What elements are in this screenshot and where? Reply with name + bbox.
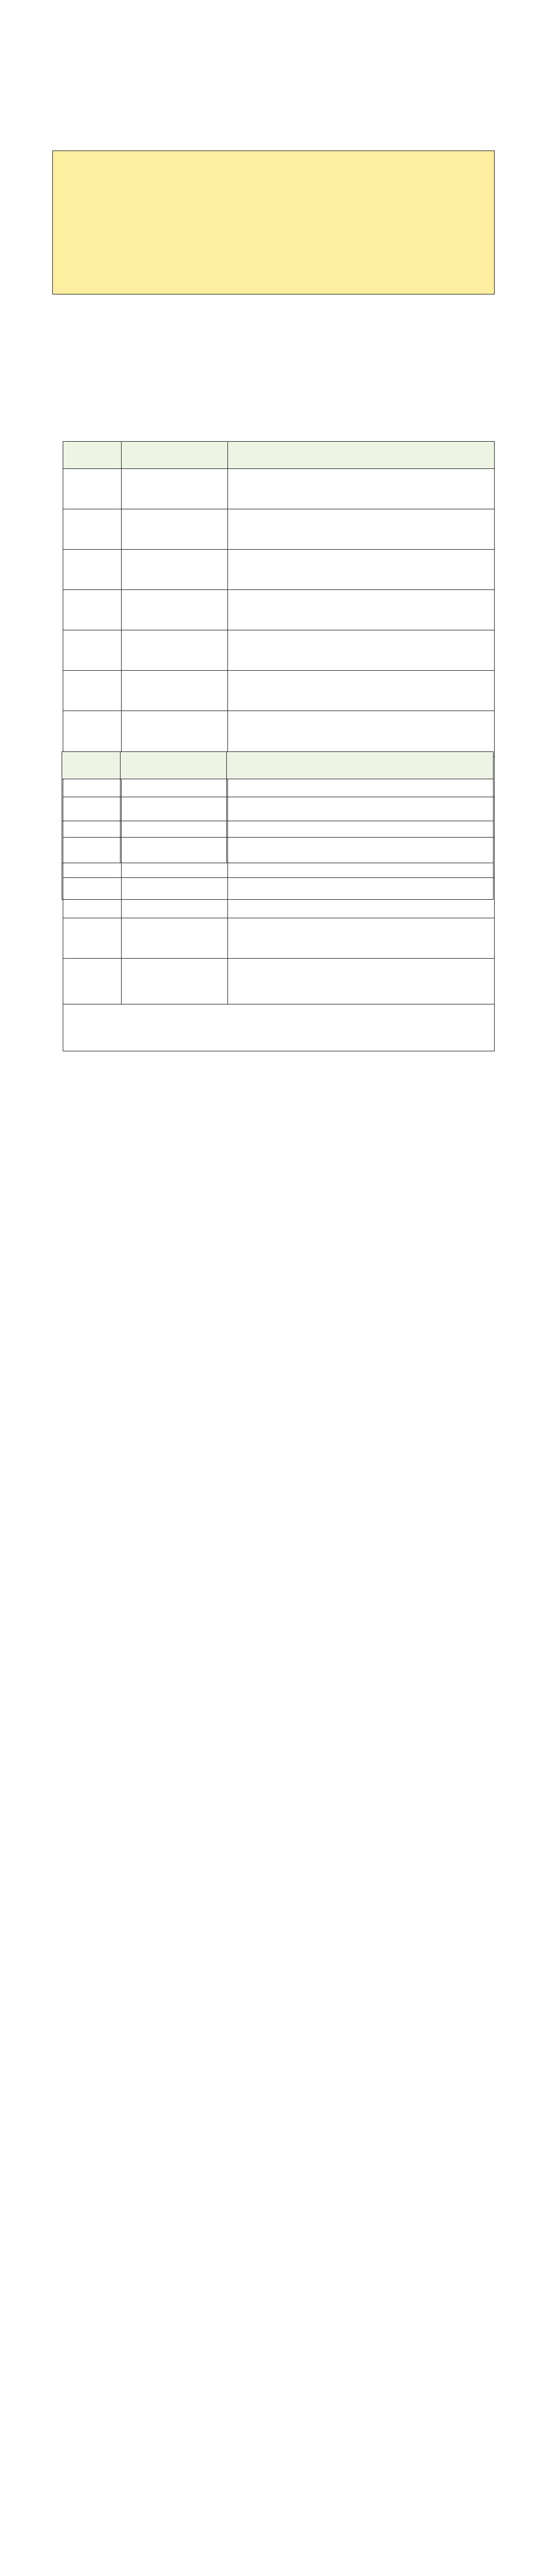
table-row: [62, 779, 494, 821]
cell-name: [122, 959, 228, 1004]
table-row: [63, 671, 495, 711]
table-row: [63, 711, 495, 757]
table-row: [63, 469, 495, 509]
cell-name: [121, 779, 227, 821]
cell-project: [228, 671, 495, 711]
col-header-project: [228, 442, 495, 469]
cell-project: [228, 630, 495, 671]
cell-id: [63, 509, 122, 550]
table-row: [63, 509, 495, 550]
cell-id: [63, 590, 122, 630]
table-row: [63, 959, 495, 1004]
table-row: [63, 590, 495, 630]
cell-name: [121, 821, 227, 863]
total-count: [63, 1004, 495, 1051]
table-total-row: [62, 863, 494, 900]
table-expansion-passers: [62, 751, 494, 900]
cell-id: [63, 959, 122, 1004]
cell-name: [122, 630, 228, 671]
table-row: [63, 630, 495, 671]
cell-project: [228, 959, 495, 1004]
cell-project: [228, 509, 495, 550]
table-header-row: [63, 442, 495, 469]
cell-id: [63, 711, 122, 757]
cell-project: [228, 711, 495, 757]
cell-name: [122, 711, 228, 757]
cell-id: [63, 630, 122, 671]
cell-id: [62, 821, 121, 863]
cell-id: [62, 779, 121, 821]
cell-project: [227, 779, 494, 821]
cell-project: [228, 918, 495, 959]
table-new-creation-passers: [63, 441, 495, 1051]
cell-id: [63, 918, 122, 959]
cell-project: [228, 469, 495, 509]
cell-name: [122, 918, 228, 959]
total-count: [62, 863, 494, 900]
cell-project: [228, 590, 495, 630]
col-header-id: [62, 752, 121, 779]
col-header-project: [227, 752, 494, 779]
col-header-id: [63, 442, 122, 469]
cell-project: [228, 550, 495, 590]
table-total-row: [63, 1004, 495, 1051]
table-row: [62, 821, 494, 863]
col-header-name: [122, 442, 228, 469]
table-row: [63, 550, 495, 590]
col-header-name: [121, 752, 227, 779]
cell-id: [63, 469, 122, 509]
cell-project: [227, 821, 494, 863]
cell-name: [122, 590, 228, 630]
cell-name: [122, 509, 228, 550]
table-header-row: [62, 752, 494, 779]
cell-name: [122, 550, 228, 590]
cell-name: [122, 469, 228, 509]
table-row: [63, 918, 495, 959]
cell-id: [63, 671, 122, 711]
title-box: [52, 151, 495, 294]
cell-name: [122, 671, 228, 711]
cell-id: [63, 550, 122, 590]
